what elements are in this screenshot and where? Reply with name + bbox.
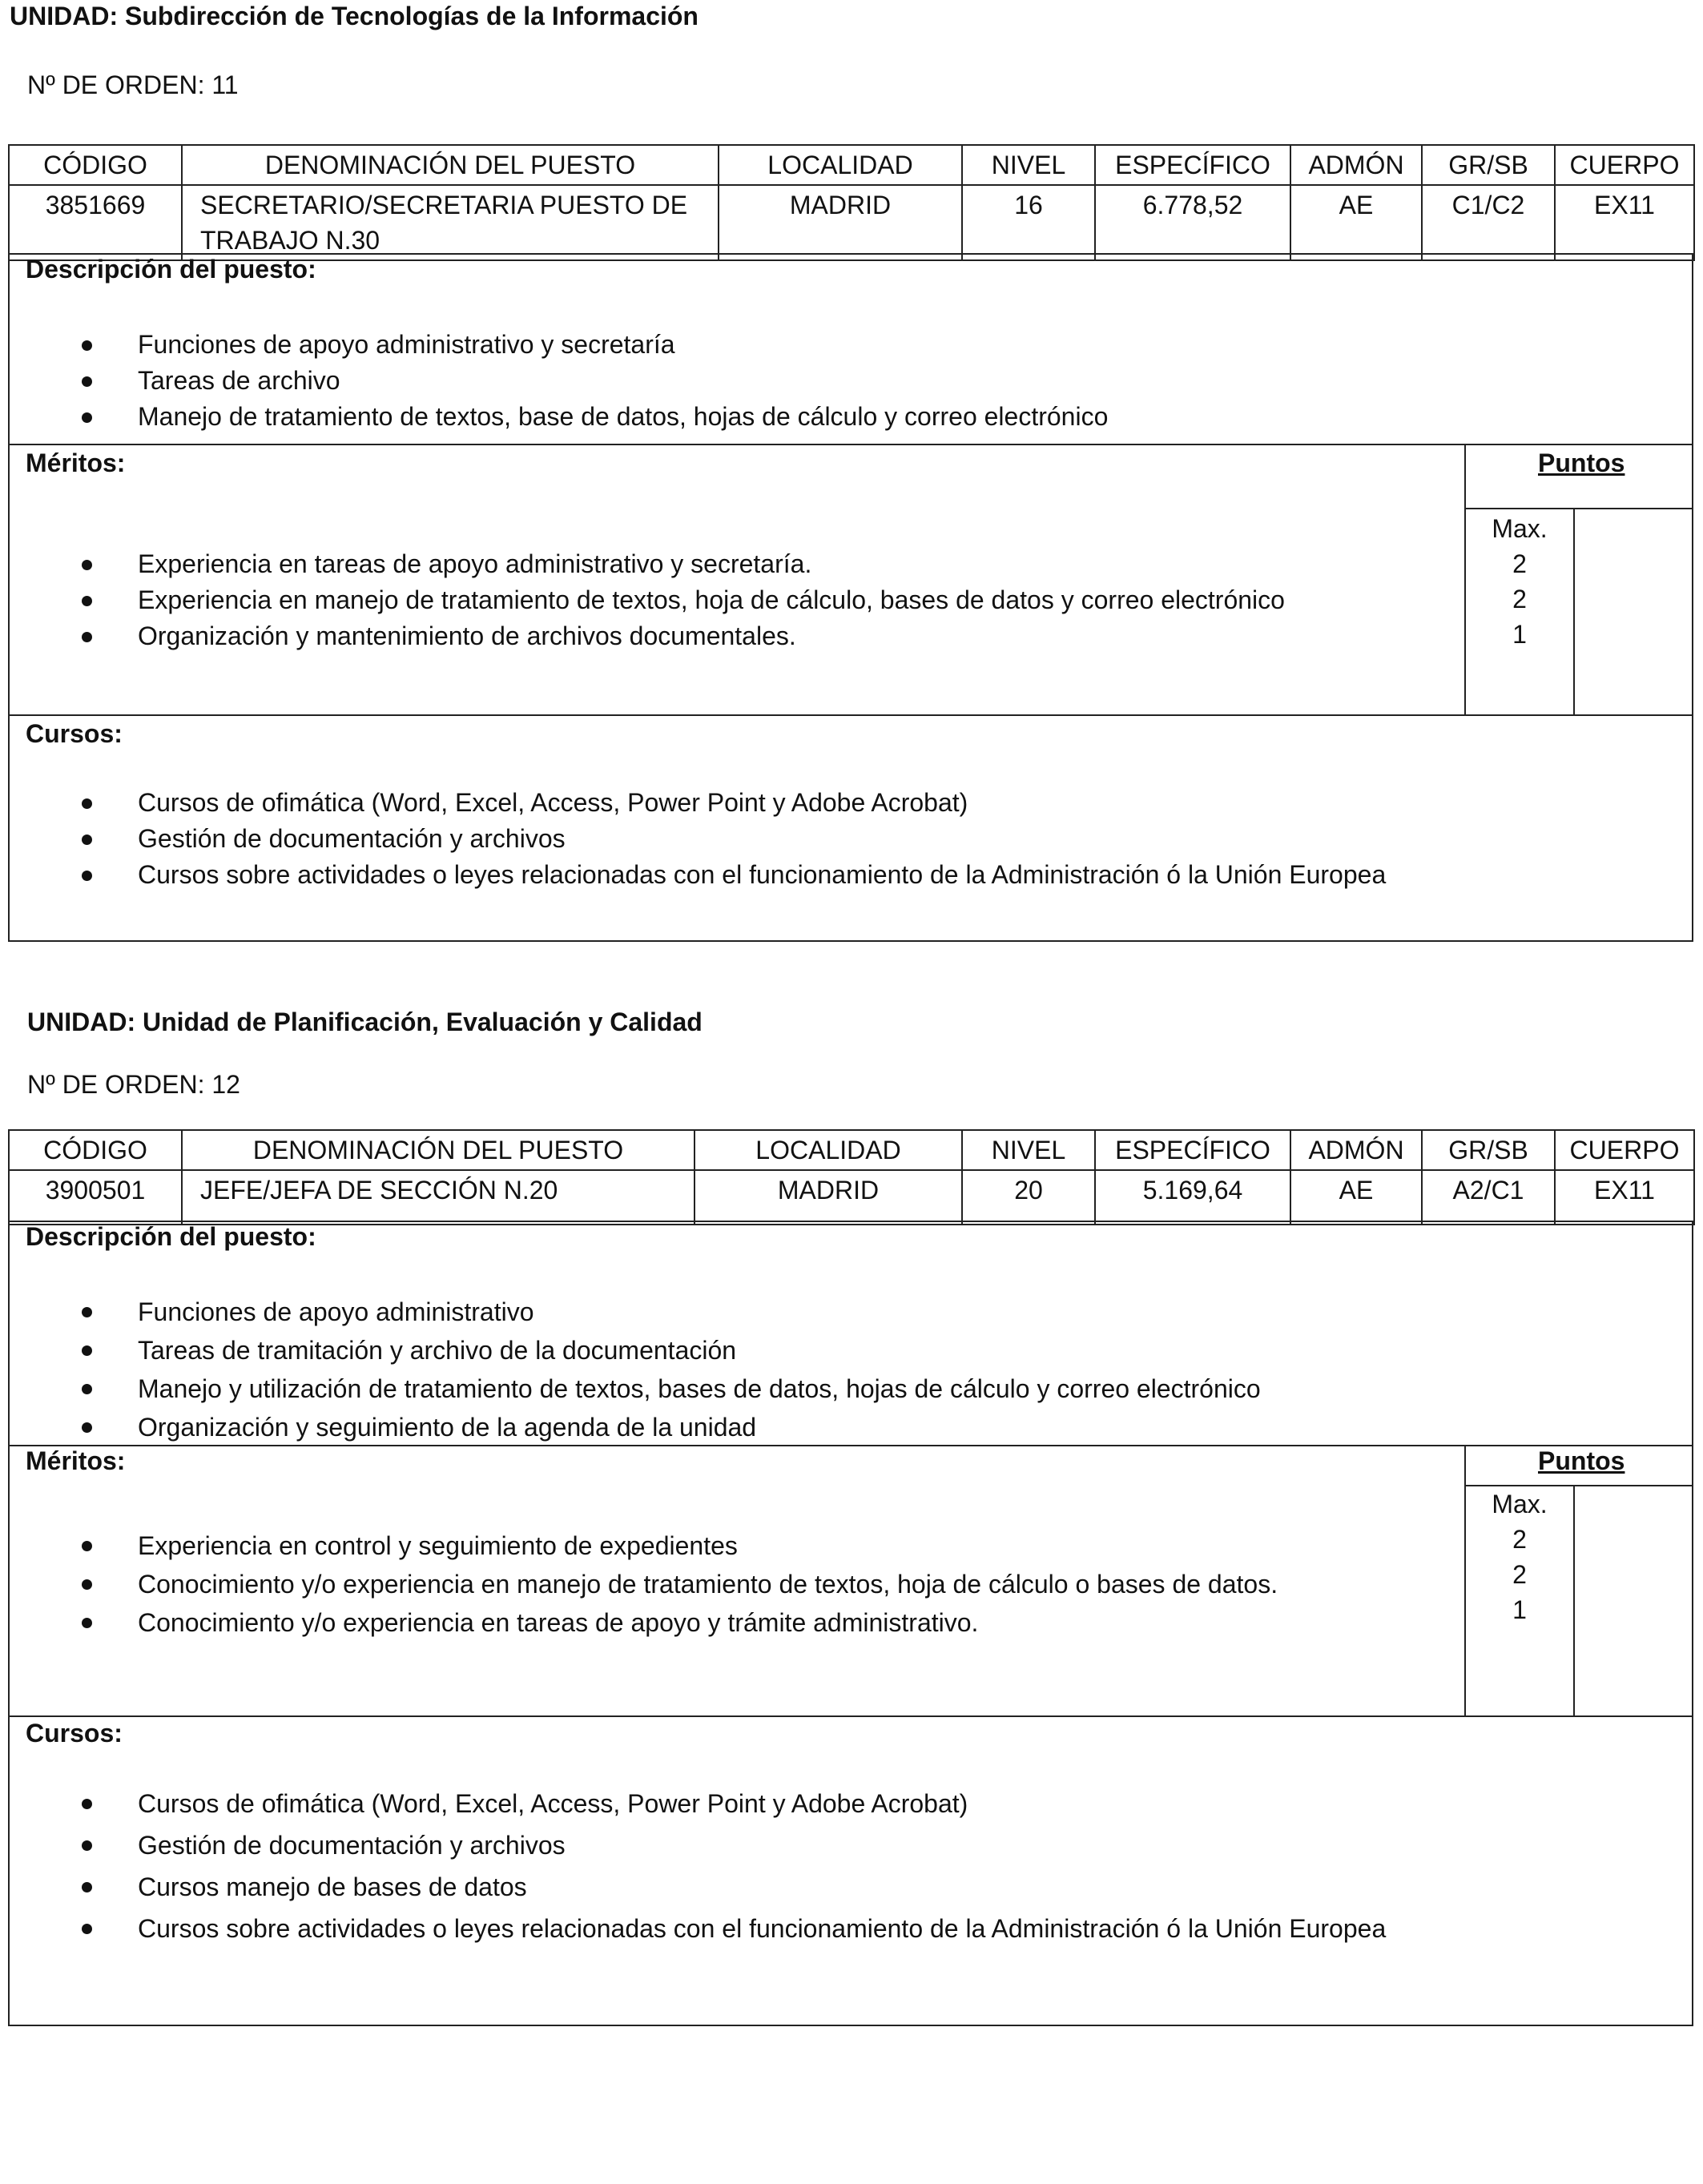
cell-especifico: 5.169,64 — [1095, 1170, 1290, 1225]
meritos-title: Méritos: — [26, 448, 126, 477]
cell-localidad: MADRID — [694, 1170, 962, 1225]
list-item: Manejo y utilización de tratamiento de textos, bases de datos, hojas de cálculo y correo electrónico — [82, 1370, 1261, 1408]
list-item: Gestión de documentación y archivos — [82, 821, 1386, 857]
list-item: Cursos de ofimática (Word, Excel, Access, Power Point y Adobe Acrobat) — [82, 1783, 1386, 1824]
table-row — [9, 185, 1694, 260]
max-label: Max. — [1492, 514, 1548, 543]
cell-cuerpo: EX11 — [1555, 1170, 1694, 1225]
meritos-title: Méritos: — [26, 1446, 126, 1475]
cursos-title: Cursos: — [26, 719, 123, 748]
list-item: Funciones de apoyo administrativo y secretaría — [82, 327, 1108, 363]
unidad-name: Subdirección de Tecnologías de la Información — [124, 2, 699, 30]
cursos-title: Cursos: — [26, 1719, 123, 1748]
orden-value: 12 — [211, 1070, 240, 1099]
col-header-codigo: CÓDIGO — [9, 1130, 182, 1170]
col-header-admon: ADMÓN — [1290, 145, 1422, 185]
col-header-especifico: ESPECÍFICO — [1095, 145, 1290, 185]
list-item: Cursos manejo de bases de datos — [82, 1866, 1386, 1908]
col-header-admon: ADMÓN — [1290, 1130, 1422, 1170]
col-header-denominacion: DENOMINACIÓN DEL PUESTO — [182, 1130, 694, 1170]
meritos-list — [82, 546, 1285, 654]
puesto-table — [8, 144, 1695, 261]
list-item: Tareas de archivo — [82, 363, 1108, 399]
puntos-value: 2 — [1512, 585, 1527, 613]
col-header-codigo: CÓDIGO — [9, 145, 182, 185]
col-header-localidad: LOCALIDAD — [719, 145, 962, 185]
list-item: Cursos sobre actividades o leyes relacionadas con el funcionamiento de la Administración ó la Unión Europea — [82, 857, 1386, 893]
list-item: Organización y seguimiento de la agenda de la unidad — [82, 1408, 1261, 1446]
orden-label: Nº DE ORDEN: — [27, 1070, 205, 1099]
puntos-label: Puntos — [1538, 1446, 1625, 1475]
list-item: Cursos sobre actividades o leyes relacionadas con el funcionamiento de la Administración ó la Unión Europea — [82, 1908, 1386, 1949]
col-header-grsb: GR/SB — [1422, 1130, 1555, 1170]
table-row — [9, 1170, 1694, 1225]
cell-especifico: 6.778,52 — [1095, 185, 1290, 260]
cell-localidad: MADRID — [719, 185, 962, 260]
cell-nivel: 16 — [962, 185, 1095, 260]
list-item: Conocimiento y/o experiencia en manejo de tratamiento de textos, hoja de cálculo o bases de datos. — [82, 1565, 1278, 1603]
unidad-heading — [27, 1008, 703, 1037]
table-header-row — [9, 145, 1694, 185]
list-item: Manejo de tratamiento de textos, base de datos, hojas de cálculo y correo electrónico — [82, 399, 1108, 435]
unidad-heading — [10, 2, 699, 31]
list-item: Funciones de apoyo administrativo — [82, 1293, 1261, 1331]
col-header-denominacion: DENOMINACIÓN DEL PUESTO — [182, 145, 719, 185]
cell-admon: AE — [1290, 185, 1422, 260]
puntos-value: 2 — [1512, 1560, 1527, 1589]
list-item: Gestión de documentación y archivos — [82, 1824, 1386, 1866]
list-item: Tareas de tramitación y archivo de la documentación — [82, 1331, 1261, 1370]
col-header-especifico: ESPECÍFICO — [1095, 1130, 1290, 1170]
list-item: Experiencia en manejo de tratamiento de textos, hoja de cálculo, bases de datos y correo electrónico — [82, 582, 1285, 618]
list-item: Experiencia en tareas de apoyo administrativo y secretaría. — [82, 546, 1285, 582]
col-header-cuerpo: CUERPO — [1555, 145, 1694, 185]
puntos-value: 2 — [1512, 549, 1527, 578]
descripcion-title: Descripción del puesto: — [26, 255, 316, 284]
cursos-list — [82, 1783, 1386, 1949]
list-item: Conocimiento y/o experiencia en tareas de apoyo y trámite administrativo. — [82, 1603, 1278, 1642]
descripcion-list — [82, 327, 1108, 435]
unidad-label: UNIDAD: — [27, 1008, 136, 1036]
col-header-cuerpo: CUERPO — [1555, 1130, 1694, 1170]
list-item: Organización y mantenimiento de archivos documentales. — [82, 618, 1285, 654]
cell-nivel: 20 — [962, 1170, 1095, 1225]
max-label: Max. — [1492, 1490, 1548, 1518]
cell-cuerpo: EX11 — [1555, 185, 1694, 260]
puntos-column — [1467, 511, 1572, 652]
cell-denominacion: JEFE/JEFA DE SECCIÓN N.20 — [182, 1170, 694, 1225]
puesto-table — [8, 1129, 1695, 1225]
orden-line — [27, 1070, 240, 1100]
puntos-value: 1 — [1512, 1595, 1527, 1624]
col-header-nivel: NIVEL — [962, 1130, 1095, 1170]
col-header-localidad: LOCALIDAD — [694, 1130, 962, 1170]
col-header-grsb: GR/SB — [1422, 145, 1555, 185]
puntos-label: Puntos — [1538, 448, 1625, 477]
table-header-row — [9, 1130, 1694, 1170]
unidad-name: Unidad de Planificación, Evaluación y Calidad — [142, 1008, 703, 1036]
list-item: Experiencia en control y seguimiento de expedientes — [82, 1526, 1278, 1565]
col-header-nivel: NIVEL — [962, 145, 1095, 185]
cell-denominacion: SECRETARIO/SECRETARIA PUESTO DE TRABAJO N.30 — [182, 185, 719, 260]
puntos-column — [1467, 1486, 1572, 1627]
list-item: Cursos de ofimática (Word, Excel, Access, Power Point y Adobe Acrobat) — [82, 785, 1386, 821]
orden-line — [27, 70, 239, 100]
unidad-label: UNIDAD: — [10, 2, 119, 30]
orden-label: Nº DE ORDEN: — [27, 70, 205, 99]
puntos-value: 1 — [1512, 620, 1527, 649]
orden-value: 11 — [211, 70, 239, 99]
descripcion-title: Descripción del puesto: — [26, 1222, 316, 1251]
puntos-value: 2 — [1512, 1525, 1527, 1554]
cursos-list — [82, 785, 1386, 893]
descripcion-list — [82, 1293, 1261, 1446]
cell-codigo: 3900501 — [9, 1170, 182, 1225]
cell-grsb: C1/C2 — [1422, 185, 1555, 260]
cell-codigo: 3851669 — [9, 185, 182, 260]
cell-admon: AE — [1290, 1170, 1422, 1225]
cell-grsb: A2/C1 — [1422, 1170, 1555, 1225]
meritos-list — [82, 1526, 1278, 1642]
